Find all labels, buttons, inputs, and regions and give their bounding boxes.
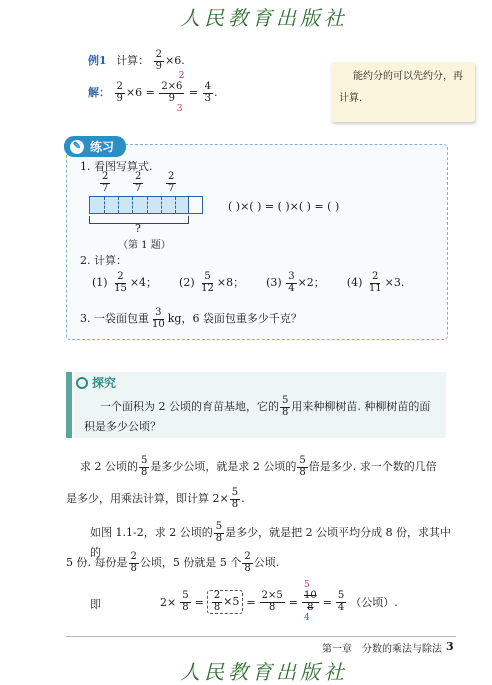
result-fraction: $\frac{4}{3}$: [204, 81, 212, 104]
q2-item-4: (4) $\frac{2}{11}$ ×3.: [346, 271, 405, 294]
search-icon: [76, 377, 88, 389]
q1-label: 1. 看图写算式.: [80, 160, 153, 173]
q2-item-2: (2) $\frac{5}{12}$ ×8；: [179, 271, 245, 294]
body-paragraph-2b: 5 份. 每份是 $\frac{2}{8}$ 公顷，5 份就是 5 个 $\frac{2}{8}$ 公顷.: [66, 551, 280, 574]
solution-label: 解：: [88, 86, 110, 99]
explore-text: 一个面积为 2 公顷的育苗基地，它的 $\frac{5}{8}$ 用来种柳树苗. 种柳树苗的面 积是多少公顷？: [84, 395, 431, 433]
q2-items: [92, 272, 404, 294]
tip-note: 能约分的可以先约分，再计算.: [331, 62, 475, 122]
explore-header: [76, 374, 116, 391]
explore-bar: [66, 372, 72, 438]
publisher-logo-bottom: 人民教育出版社: [180, 660, 348, 684]
strip-end: [189, 196, 203, 214]
exercise-tag: [64, 136, 126, 157]
q3: 3. 一袋面包重 $\frac{3}{10}$ kg，6 袋面包重多少千克？: [80, 307, 302, 330]
strip-label-3: $\frac{2}{7}$: [168, 171, 175, 194]
chapter-title: 第一章 分数的乘法与除法: [322, 644, 442, 655]
q2-item-1: (1) $\frac{2}{15}$ ×4；: [92, 271, 158, 294]
strip-label-2: $\frac{2}{7}$: [135, 171, 142, 194]
step1-rest: ×6 =: [125, 86, 155, 99]
compute-label: 计算：: [116, 54, 150, 67]
fraction: $\frac{2}{9}$: [155, 49, 163, 72]
example-problem: [88, 50, 185, 72]
publisher-logo: 人民教育出版社: [180, 6, 348, 30]
cancel-fraction: 2×6 9 2 3: [161, 71, 185, 114]
explore-title: 探究: [92, 376, 117, 390]
body-paragraph-2: 如图 1.1-2，求 2 公顷的 $\frac{5}{8}$ 是多少，就是把 2 公顷平均分成 8 份，求其中的: [90, 521, 452, 559]
fraction-strip: [89, 196, 189, 214]
example-label: 例1: [88, 54, 107, 67]
blank-equation: ( )×( ) = ( )×( ) = ( ): [228, 200, 340, 213]
question-mark: ?: [135, 222, 141, 235]
body-paragraph-1: 求 2 公顷的 $\frac{5}{8}$ 是多少公顷，就是求 2 公顷的 $\frac{5}{8}$ 倍是多少. 求一个数的几倍: [80, 455, 437, 478]
final-equation: 2× $\frac{5}{8}$ = $\frac{2}{8}$ ×5 = $\frac{2\times 5}{8}$ = 10 8 5 4 = $\frac{5}{4}$ （公顷）.: [160, 580, 398, 623]
pencil-icon: ✎: [70, 140, 84, 154]
page-number: 3: [446, 640, 454, 653]
body-paragraph-1b: 是多少，用乘法计算，即计算 2× $\frac{5}{8}$ .: [66, 487, 245, 510]
example-solution: 解： $\frac{2}{9}$ ×6 = 2×6 9 2 3 = $\frac{4}{3}$ .: [88, 71, 218, 114]
q2-item-3: (3) $\frac{3}{4}$ ×2；: [266, 271, 325, 294]
footer-line: [66, 636, 456, 637]
ji-label: 即: [90, 598, 101, 611]
exercise-title: 练习: [90, 140, 115, 154]
problem-rest: ×6.: [165, 54, 185, 67]
figure-caption: （第 1 题）: [118, 240, 171, 251]
strip-label-1: $\frac{2}{7}$: [102, 171, 109, 194]
fraction: $\frac{2}{9}$: [116, 81, 123, 104]
q2-label: 2. 计算：: [80, 254, 127, 267]
